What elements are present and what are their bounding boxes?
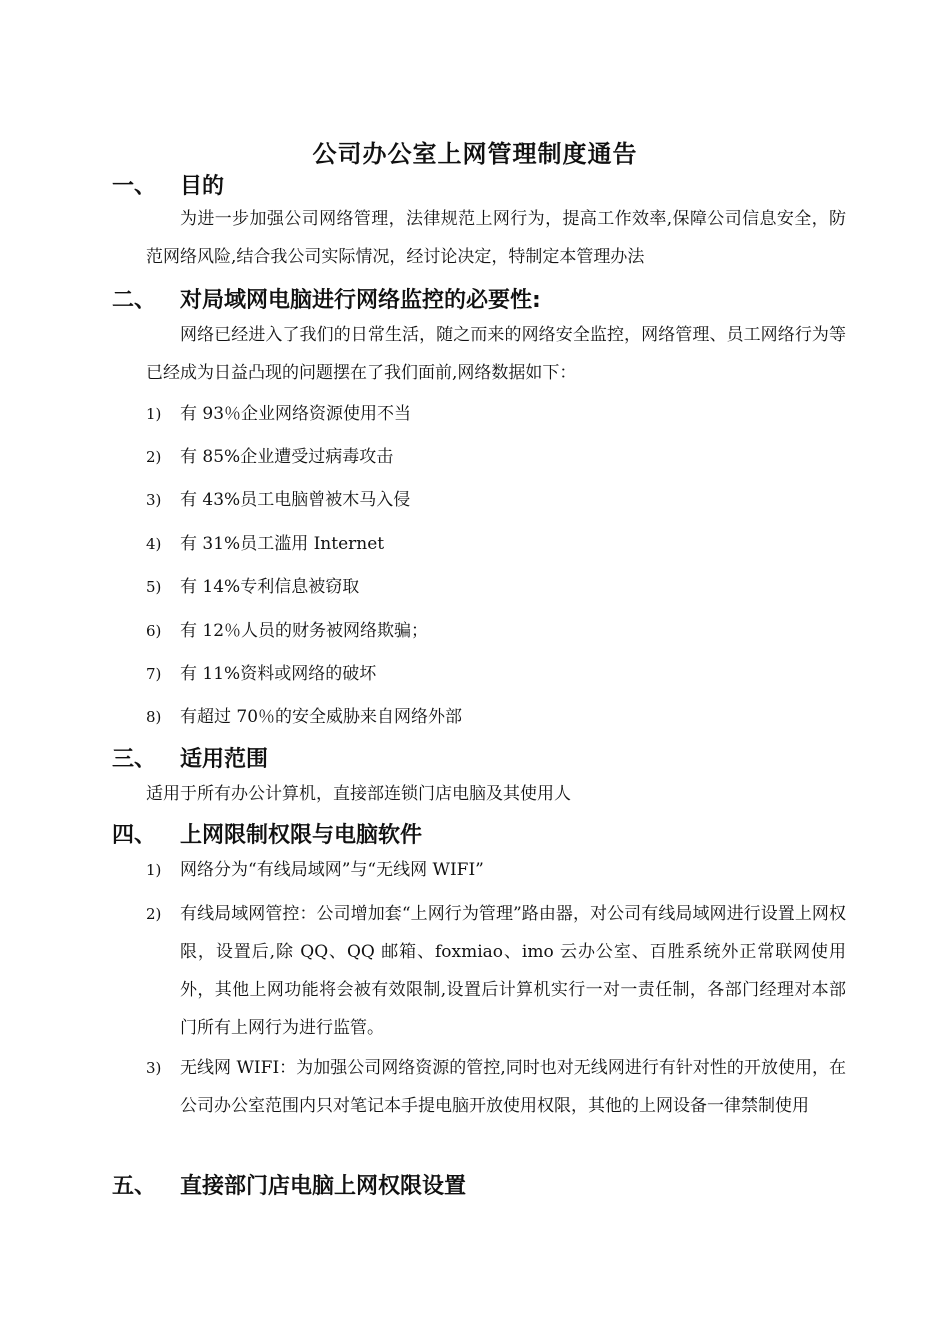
section-heading-store-settings xyxy=(112,1172,466,1202)
list-item-text: 有 31%员工滥用 Internet xyxy=(180,534,385,554)
list-item-text: 无线网 WIFI：为加强公司网络资源的管控,同时也对无线网进行有针对性的开放使用，在公司办公室范围内只对笔记本手提电脑开放使用权限，其他的上网设备一律禁制使用 xyxy=(180,1058,846,1116)
list-item-number: 2) xyxy=(146,905,162,923)
list-item-text: 有 11%资料或网络的破坏 xyxy=(180,664,377,684)
list-item xyxy=(146,698,846,736)
list-item xyxy=(146,612,846,650)
section-heading-purpose xyxy=(112,172,224,202)
list-item-number: 2) xyxy=(146,448,162,466)
section-heading-restrictions xyxy=(112,821,422,851)
section-number: 二、 xyxy=(112,288,157,313)
list-item xyxy=(146,525,846,563)
list-item xyxy=(146,895,846,1047)
list-item-text: 有 93％企业网络资源使用不当 xyxy=(180,404,412,424)
list-item-number: 7) xyxy=(146,665,162,683)
list-item-text: 有超过 70％的安全威胁来自网络外部 xyxy=(180,707,463,727)
section-heading-scope xyxy=(112,745,268,775)
list-item xyxy=(146,395,846,433)
list-item-number: 4) xyxy=(146,535,162,553)
list-item-number: 1) xyxy=(146,405,162,423)
list-item-text: 有 85%企业遭受过病毒攻击 xyxy=(180,447,394,467)
list-item-number: 8) xyxy=(146,708,162,726)
list-item-text: 网络分为“有线局域网”与“无线网 WIFI” xyxy=(180,860,484,880)
list-item-number: 1) xyxy=(146,861,162,879)
list-item-text: 有 14%专利信息被窃取 xyxy=(180,577,360,597)
section-title: 目的 xyxy=(180,174,225,199)
section-title: 适用范围 xyxy=(180,747,269,772)
section-number: 一、 xyxy=(112,174,157,199)
list-item xyxy=(146,851,846,889)
list-item xyxy=(146,568,846,606)
document-title: 公司办公室上网管理制度通告 xyxy=(312,140,638,168)
section-title: 上网限制权限与电脑软件 xyxy=(180,823,423,848)
list-item-text: 有 12％人员的财务被网络欺骗； xyxy=(180,621,429,641)
purpose-paragraph: 为进一步加强公司网络管理，法律规范上网行为，提高工作效率,保障公司信息安全，防范网络风险,结合我公司实际情况，经讨论决定，特制定本管理办法 xyxy=(146,209,846,267)
list-item xyxy=(146,1049,846,1125)
section-heading-necessity xyxy=(112,286,541,316)
section-number: 三、 xyxy=(112,747,157,772)
list-item-number: 3) xyxy=(146,1059,162,1077)
section-number: 五、 xyxy=(112,1174,157,1199)
section-number: 四、 xyxy=(112,823,157,848)
list-item-number: 3) xyxy=(146,491,162,509)
list-item-text: 有线局域网管控：公司增加套“上网行为管理”路由器，对公司有线局域网进行设置上网权限，设置后,除 QQ、QQ 邮箱、foxmiao、imo 云办公室、百胜系统外正常联网使用外，其他上网功能将会被有效限制,设置后计算机实行一对一责任制，各部门经理对本部门所有上网行为进行监管。 xyxy=(180,904,846,1038)
list-item-number: 6) xyxy=(146,622,162,640)
list-item xyxy=(146,481,846,519)
list-item xyxy=(146,438,846,476)
section-title: 直接部门店电脑上网权限设置 xyxy=(180,1174,467,1199)
list-item-text: 有 43%员工电脑曾被木马入侵 xyxy=(180,490,411,510)
necessity-paragraph: 网络已经进入了我们的日常生活，随之而来的网络安全监控，网络管理、员工网络行为等已经成为日益凸现的问题摆在了我们面前,网络数据如下： xyxy=(146,325,846,383)
section-title: 对局域网电脑进行网络监控的必要性: xyxy=(180,288,541,313)
list-item-number: 5) xyxy=(146,578,162,596)
list-item xyxy=(146,655,846,693)
scope-paragraph: 适用于所有办公计算机，直接部连锁门店电脑及其使用人 xyxy=(146,784,571,804)
